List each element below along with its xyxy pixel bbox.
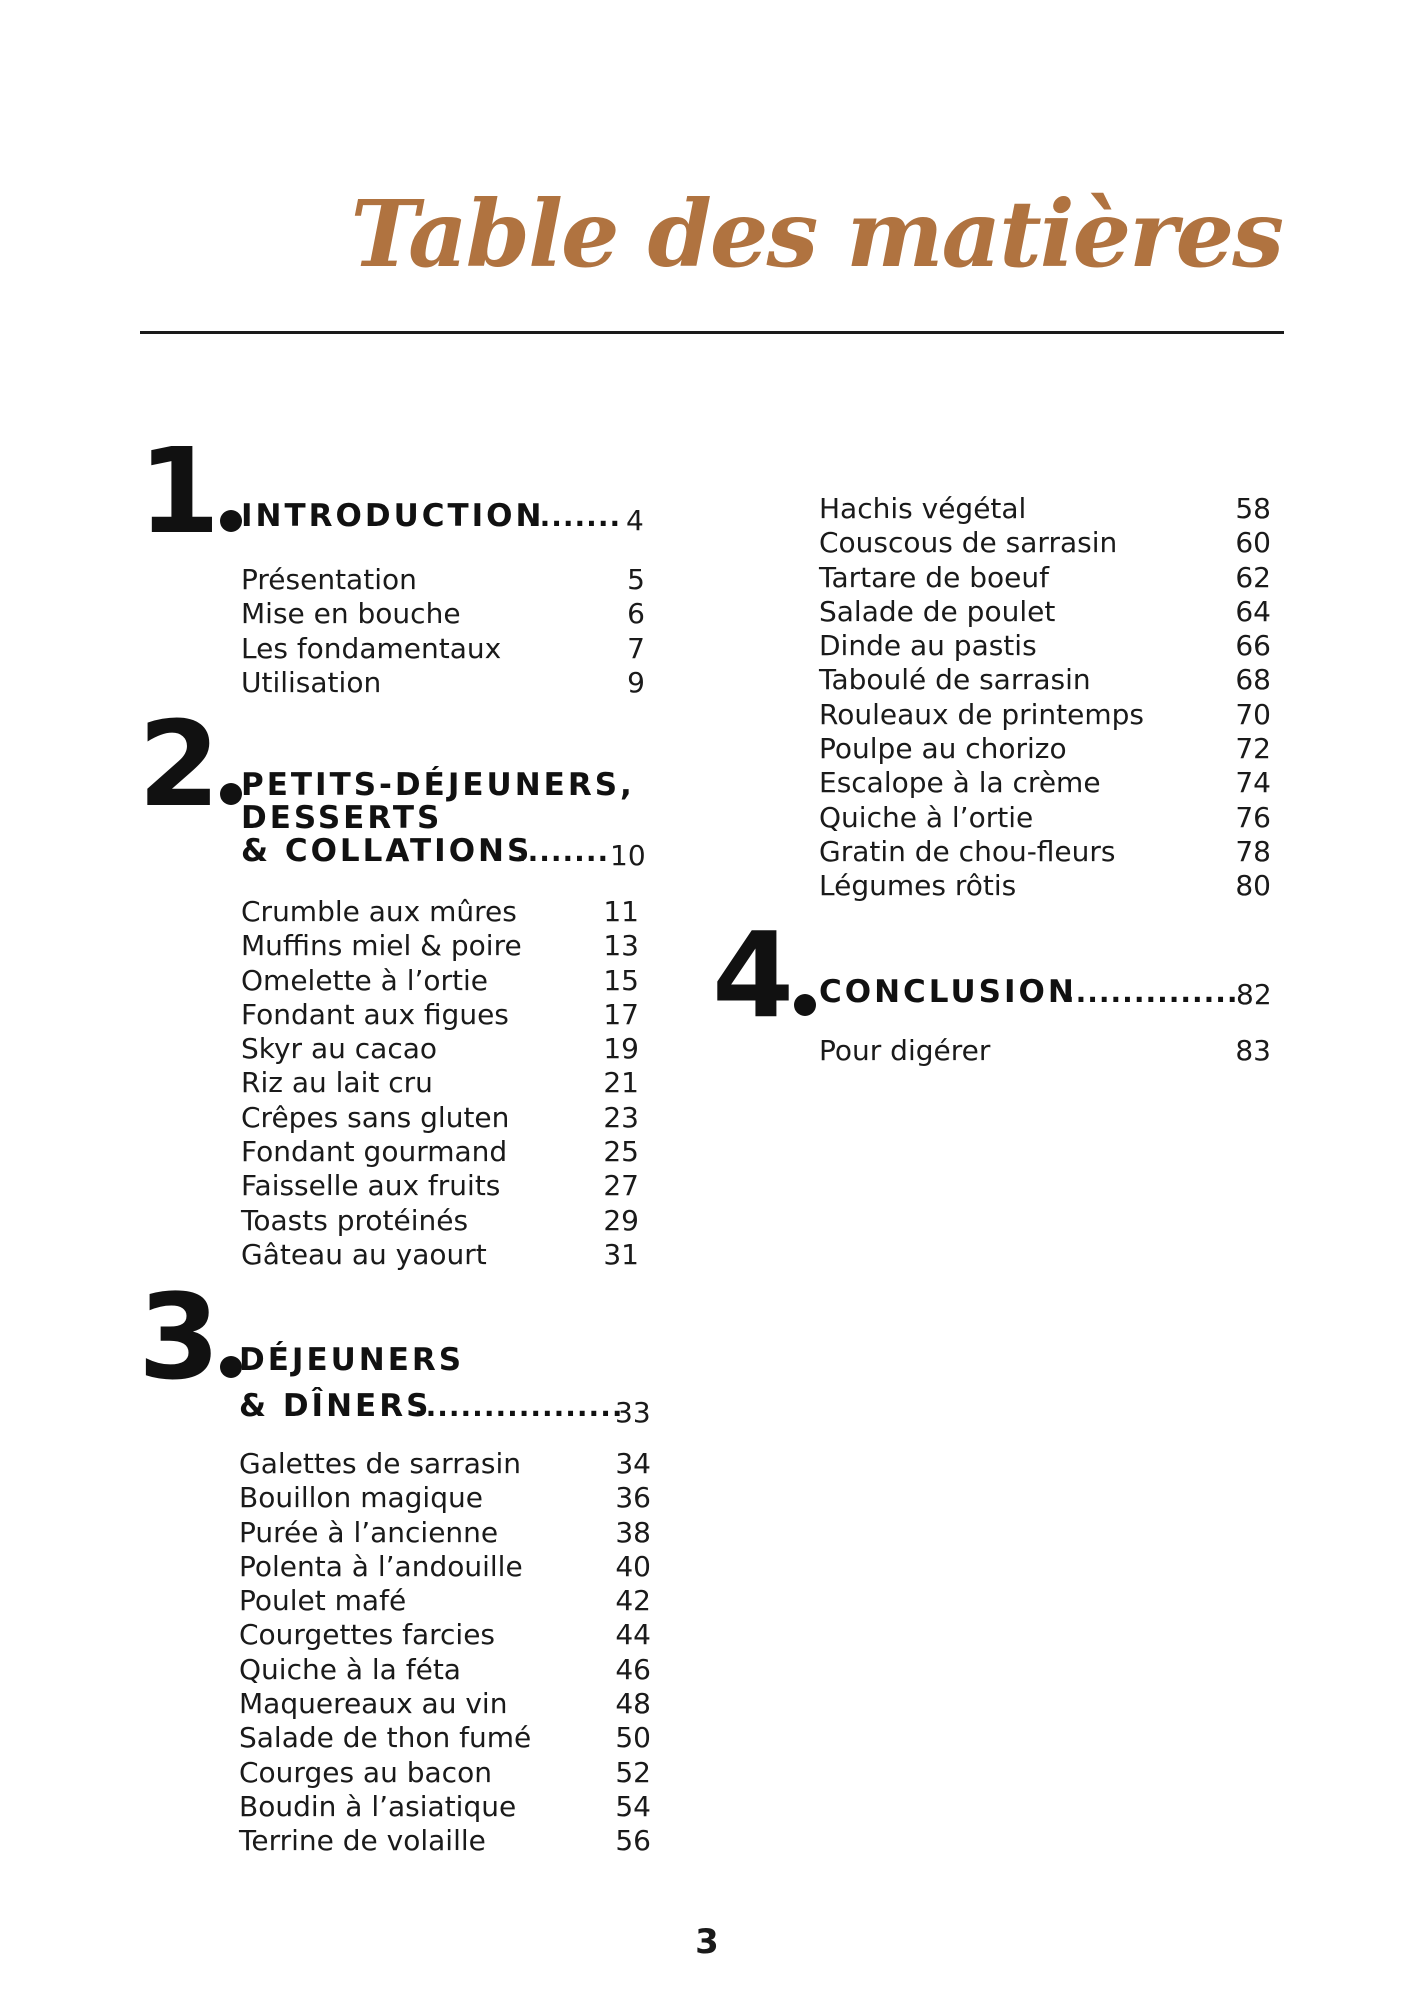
toc-entry[interactable]: Skyr au cacao 19 <box>241 1032 639 1066</box>
leader-dots: ........ <box>516 835 610 868</box>
toc-entry[interactable]: Pour digérer 83 <box>819 1034 1271 1067</box>
toc-entry[interactable]: Riz au lait cru 21 <box>241 1066 639 1100</box>
leader-dots: .................. <box>414 1390 624 1423</box>
toc-entry[interactable]: Quiche à l’ortie 76 <box>819 800 1271 834</box>
toc-entry[interactable]: Les fondamentaux 7 <box>241 631 645 665</box>
toc-entry[interactable]: Tartare de boeuf 62 <box>819 560 1271 594</box>
toc-entry[interactable]: Rouleaux de printemps 70 <box>819 697 1271 731</box>
toc-entry[interactable]: Couscous de sarrasin 60 <box>819 526 1271 560</box>
section-heading-line[interactable]: & DÎNERS <box>239 1388 432 1424</box>
section-page-number: 10 <box>610 839 646 872</box>
section-4-entries <box>819 1034 1271 1068</box>
toc-entry[interactable]: Fondant gourmand 25 <box>241 1135 639 1169</box>
toc-entry[interactable]: Crêpes sans gluten 23 <box>241 1100 639 1134</box>
section-heading-introduction[interactable]: INTRODUCTION <box>241 498 545 534</box>
toc-entry[interactable]: Courgettes farcies 44 <box>239 1618 651 1652</box>
toc-entry[interactable]: Bouillon magique 36 <box>239 1481 651 1515</box>
toc-entry[interactable]: Faisselle aux fruits 27 <box>241 1169 639 1203</box>
section-number-4: 4 <box>712 916 816 1034</box>
toc-entry[interactable]: Polenta à l’andouille 40 <box>239 1549 651 1583</box>
toc-entry[interactable]: Galettes de sarrasin 34 <box>239 1447 651 1480</box>
section-heading-conclusion[interactable]: CONCLUSION <box>819 974 1077 1010</box>
toc-entry[interactable]: Taboulé de sarrasin 68 <box>819 663 1271 697</box>
toc-entry[interactable]: Toasts protéinés 29 <box>241 1203 639 1237</box>
section-page-number: 33 <box>615 1396 651 1429</box>
section-heading-line[interactable]: DÉJEUNERS <box>239 1342 465 1378</box>
toc-entry[interactable]: Fondant aux figues 17 <box>241 997 639 1031</box>
toc-entry[interactable]: Utilisation 9 <box>241 665 645 699</box>
section-heading-line[interactable]: PETITS-DÉJEUNERS, <box>241 767 635 803</box>
toc-entry[interactable]: Poulpe au chorizo 72 <box>819 732 1271 766</box>
toc-entry[interactable]: Hachis végétal 58 <box>819 492 1271 525</box>
toc-entry[interactable]: Escalope à la crème 74 <box>819 766 1271 800</box>
section-3-entries-col1 <box>239 1447 651 1859</box>
leader-dots: ............... <box>1064 976 1239 1009</box>
toc-entry[interactable]: Poulet mafé 42 <box>239 1584 651 1618</box>
section-page-number: 82 <box>1236 978 1272 1011</box>
section-2-entries <box>241 895 639 1272</box>
toc-entry[interactable]: Maquereaux au vin 48 <box>239 1687 651 1721</box>
page-title: Table des matières <box>350 180 1282 288</box>
section-heading-line[interactable]: DESSERTS <box>241 800 443 836</box>
toc-entry[interactable]: Omelette à l’ortie 15 <box>241 963 639 997</box>
toc-entry[interactable]: Mise en bouche 6 <box>241 597 645 631</box>
toc-entry[interactable]: Purée à l’ancienne 38 <box>239 1515 651 1549</box>
section-3-entries-col2 <box>819 492 1271 904</box>
toc-entry[interactable]: Dinde au pastis 66 <box>819 629 1271 663</box>
toc-entry[interactable]: Muffins miel & poire 13 <box>241 929 639 963</box>
toc-entry[interactable]: Salade de thon fumé 50 <box>239 1721 651 1755</box>
toc-entry[interactable]: Boudin à l’asiatique 54 <box>239 1789 651 1823</box>
toc-entry[interactable]: Salade de poulet 64 <box>819 594 1271 628</box>
toc-entry[interactable]: Crumble aux mûres 11 <box>241 895 639 928</box>
toc-entry[interactable]: Présentation 5 <box>241 563 645 596</box>
section-heading-line[interactable]: & COLLATIONS <box>241 833 533 869</box>
section-page-number: 4 <box>626 504 644 537</box>
section-number-2: 2 <box>138 705 242 823</box>
toc-entry[interactable]: Gratin de chou-fleurs 78 <box>819 834 1271 868</box>
toc-entry[interactable]: Légumes rôtis 80 <box>819 869 1271 903</box>
section-number-1: 1 <box>138 432 242 550</box>
leader-dots: ........ <box>528 500 622 533</box>
title-underline <box>140 331 1284 334</box>
section-1-entries <box>241 563 645 700</box>
toc-entry[interactable]: Courges au bacon 52 <box>239 1755 651 1789</box>
toc-entry[interactable]: Quiche à la féta 46 <box>239 1652 651 1686</box>
page-number: 3 <box>695 1922 719 1962</box>
toc-entry[interactable]: Gâteau au yaourt 31 <box>241 1237 639 1271</box>
toc-entry[interactable]: Terrine de volaille 56 <box>239 1824 651 1858</box>
section-number-3: 3 <box>138 1278 242 1396</box>
